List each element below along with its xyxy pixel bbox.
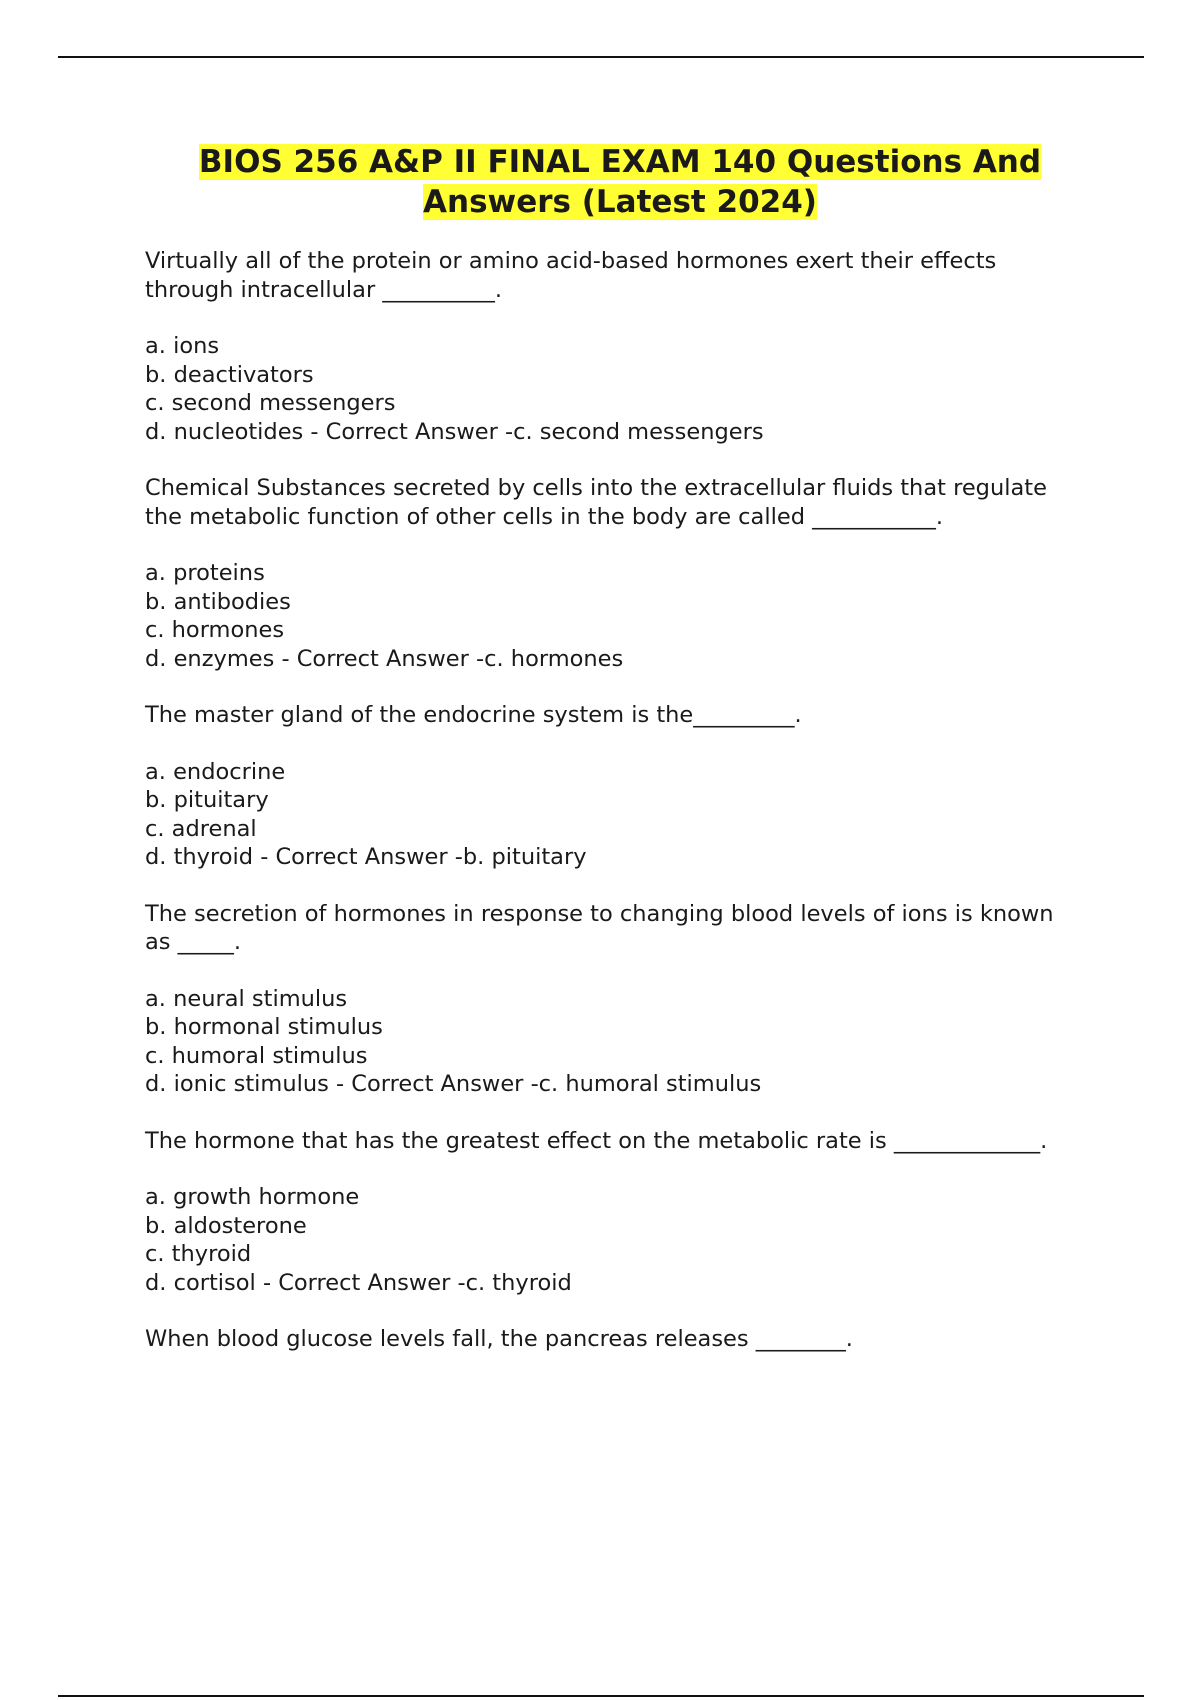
option-a: a. growth hormone [145,1184,360,1210]
question-1 [145,247,1080,446]
question-stem: When blood glucose levels fall, the pancreas releases ________. [145,1326,853,1352]
question-stem: Chemical Substances secreted by cells into the extracellular fluids that regulate the metabolic function of other cells in the body are called ___________. [145,475,1055,530]
option-b: b. pituitary [145,787,269,813]
question-4 [145,900,1080,1099]
option-list [145,1183,1080,1297]
option-d-with-answer: d. enzymes - Correct Answer -c. hormones [145,645,624,672]
option-list [145,985,1080,1099]
option-d-with-answer: d. cortisol - Correct Answer -c. thyroid [145,1269,572,1296]
question-stem: The master gland of the endocrine system is the_________. [145,702,802,728]
option-b: b. aldosterone [145,1212,307,1239]
option-b: b. deactivators [145,361,314,388]
document-title [140,142,1100,222]
option-c: c. hormones [145,617,285,643]
header-rule [58,56,1144,58]
footer-rule [58,1695,1144,1697]
option-d-with-answer: d. thyroid - Correct Answer -b. pituitary [145,844,587,870]
option-c: c. second messengers [145,390,396,416]
option-a: a. proteins [145,560,265,586]
option-a: a. endocrine [145,758,286,785]
option-b: b. antibodies [145,588,291,615]
option-c: c. thyroid [145,1241,252,1267]
question-2 [145,474,1080,673]
title-line-1: BIOS 256 A&P II FINAL EXAM 140 Questions And [198,144,1042,180]
question-5 [145,1127,1080,1298]
question-list [145,247,1080,1382]
option-d-with-answer: d. nucleotides - Correct Answer -c. second messengers [145,418,764,445]
question-stem: The secretion of hormones in response to changing blood levels of ions is known as _____. [145,900,1061,955]
option-a: a. neural stimulus [145,985,348,1012]
option-list [145,758,1080,872]
question-stem: Virtually all of the protein or amino acid-based hormones exert their effects through intracellular __________. [145,248,1004,303]
option-b: b. hormonal stimulus [145,1014,383,1040]
title-line-2: Answers (Latest 2024) [423,184,817,220]
option-list [145,559,1080,673]
option-c: c. adrenal [145,815,257,842]
option-list [145,332,1080,446]
question-stem: The hormone that has the greatest effect on the metabolic rate is _____________. [145,1127,1048,1154]
option-d-with-answer: d. ionic stimulus - Correct Answer -c. humoral stimulus [145,1071,762,1097]
option-a: a. ions [145,333,220,359]
question-3 [145,701,1080,872]
option-c: c. humoral stimulus [145,1042,368,1069]
question-6 [145,1325,1080,1354]
